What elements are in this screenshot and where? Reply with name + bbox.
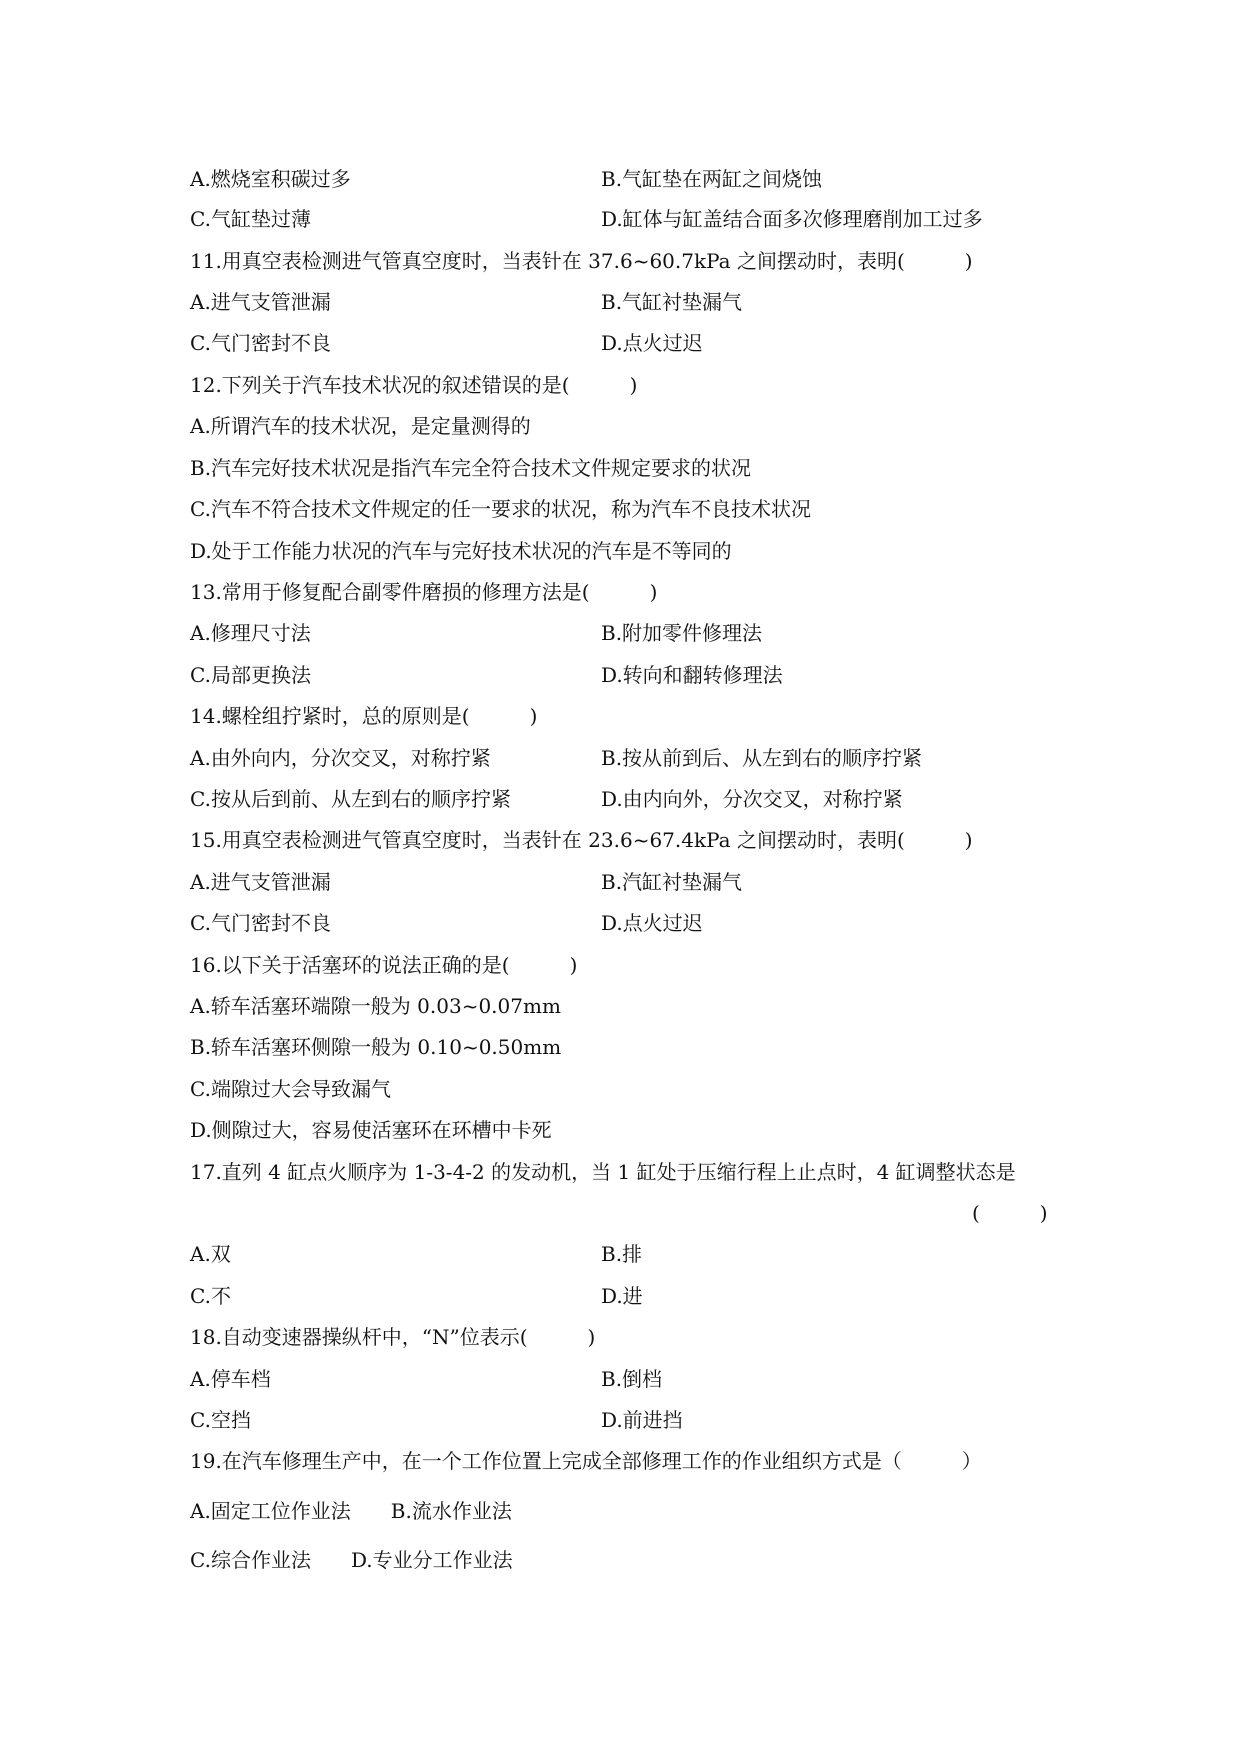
question-11: 11.用真空表检测进气管真空度时，当表针在 37.6~60.7kPa 之间摆动时，表明( ) — [190, 249, 973, 273]
q16-option-c: C.端隙过大会导致漏气 — [190, 1077, 391, 1101]
question-12: 12.下列关于汽车技术状况的叙述错误的是( ) — [190, 373, 638, 397]
q18-option-d: D.前进挡 — [601, 1408, 683, 1432]
q13-option-c: C.局部更换法 — [190, 663, 311, 687]
question-14: 14.螺栓组拧紧时，总的原则是( ) — [190, 704, 538, 728]
q19-options-cd: C.综合作业法 D.专业分工作业法 — [190, 1548, 513, 1572]
q15-option-b: B.汽缸衬垫漏气 — [601, 870, 743, 894]
q11-option-c: C.气门密封不良 — [190, 331, 331, 355]
q14-option-b: B.按从前到后、从左到右的顺序拧紧 — [601, 746, 923, 770]
question-16: 16.以下关于活塞环的说法正确的是( ) — [190, 953, 578, 977]
q19-options-ab: A.固定工位作业法 B.流水作业法 — [190, 1499, 512, 1523]
q15-option-c: C.气门密封不良 — [190, 911, 331, 935]
q13-option-d: D.转向和翻转修理法 — [601, 663, 783, 687]
option-b: B.气缸垫在两缸之间烧蚀 — [601, 167, 823, 191]
q15-option-a: A.进气支管泄漏 — [190, 870, 331, 894]
q14-option-d: D.由内向外，分次交叉，对称拧紧 — [601, 787, 903, 811]
q16-option-b: B.轿车活塞环侧隙一般为 0.10~0.50mm — [190, 1035, 562, 1059]
q14-option-c: C.按从后到前、从左到右的顺序拧紧 — [190, 787, 511, 811]
q16-option-a: A.轿车活塞环端隙一般为 0.03~0.07mm — [190, 994, 561, 1018]
q12-option-c: C.汽车不符合技术文件规定的任一要求的状况，称为汽车不良技术状况 — [190, 497, 811, 521]
option-c: C.气缸垫过薄 — [190, 207, 311, 231]
q17-option-d: D.进 — [601, 1284, 643, 1308]
q13-option-a: A.修理尺寸法 — [190, 621, 311, 645]
q17-option-c: C.不 — [190, 1284, 231, 1308]
q18-option-a: A.停车档 — [190, 1367, 271, 1391]
question-17: 17.直列 4 缸点火顺序为 1-3-4-2 的发动机，当 1 缸处于压缩行程上止点时，4 缸调整状态是 — [190, 1160, 1016, 1184]
option-a: A.燃烧室积碳过多 — [190, 167, 351, 191]
q18-option-c: C.空挡 — [190, 1408, 251, 1432]
q12-option-d: D.处于工作能力状况的汽车与完好技术状况的汽车是不等同的 — [190, 539, 732, 563]
q11-option-d: D.点火过迟 — [601, 331, 703, 355]
q17-answer-paren: ( ) — [972, 1201, 1048, 1225]
q13-option-b: B.附加零件修理法 — [601, 621, 763, 645]
q11-option-b: B.气缸衬垫漏气 — [601, 290, 743, 314]
option-d: D.缸体与缸盖结合面多次修理磨削加工过多 — [601, 207, 983, 231]
question-13: 13.常用于修复配合副零件磨损的修理方法是( ) — [190, 580, 658, 604]
q12-option-a: A.所谓汽车的技术状况，是定量测得的 — [190, 414, 531, 438]
q18-option-b: B.倒档 — [601, 1367, 663, 1391]
q14-option-a: A.由外向内，分次交叉，对称拧紧 — [190, 746, 491, 770]
q12-option-b: B.汽车完好技术状况是指汽车完全符合技术文件规定要求的状况 — [190, 456, 752, 480]
q16-option-d: D.侧隙过大，容易使活塞环在环槽中卡死 — [190, 1118, 552, 1142]
q11-option-a: A.进气支管泄漏 — [190, 290, 331, 314]
question-15: 15.用真空表检测进气管真空度时，当表针在 23.6~67.4kPa 之间摆动时，表明( ) — [190, 828, 973, 852]
q15-option-d: D.点火过迟 — [601, 911, 703, 935]
q17-option-a: A.双 — [190, 1242, 231, 1266]
q17-option-b: B.排 — [601, 1242, 643, 1266]
question-18: 18.自动变速器操纵杆中，“N”位表示( ) — [190, 1325, 596, 1349]
question-19: 19.在汽车修理生产中，在一个工作位置上完成全部修理工作的作业组织方式是（ ） — [190, 1449, 982, 1473]
